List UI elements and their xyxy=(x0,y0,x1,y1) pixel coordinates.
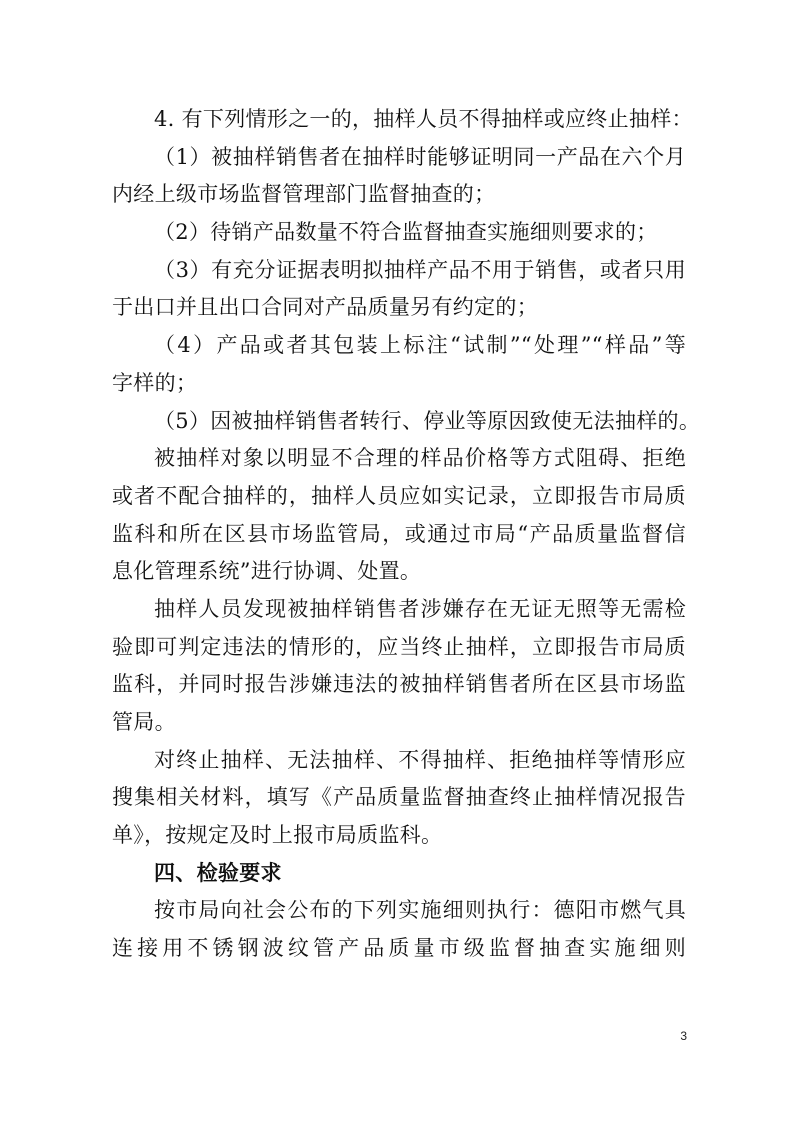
clause-4-item-4-line-2: 字样的； xyxy=(112,370,198,395)
clause-4-item-2: （2）待销产品数量不符合监督抽查实施细则要求的； xyxy=(154,220,658,245)
violation-paragraph-line-3: 监科，并同时报告涉嫌违法的被抽样销售者所在区县市场监 xyxy=(112,672,686,697)
report-paragraph-line-2: 搜集相关材料，填写《产品质量监督抽查终止抽样情况报告 xyxy=(112,785,686,810)
clause-4-item-1-line-2: 内经上级市场监督管理部门监督抽查的； xyxy=(112,182,496,207)
section-heading-inspection-requirements: 四、检验要求 xyxy=(154,860,282,885)
report-paragraph-line-1: 对终止抽样、无法抽样、不得抽样、拒绝抽样等情形应 xyxy=(154,747,686,772)
report-paragraph-line-3: 单》，按规定及时上报市局质监科。 xyxy=(112,823,443,848)
violation-paragraph-line-2: 验即可判定违法的情形的，应当终止抽样，立即报告市局质 xyxy=(112,634,686,659)
clause-4-item-3-line-2: 于出口并且出口合同对产品质量另有约定的； xyxy=(112,295,538,320)
obstruction-paragraph-line-4: 息化管理系统”进行协调、处置。 xyxy=(112,559,422,584)
clause-4-intro: 4. 有下列情形之一的，抽样人员不得抽样或应终止抽样： xyxy=(154,107,693,131)
clause-4-item-3-line-1: （3）有充分证据表明拟抽样产品不用于销售，或者只用 xyxy=(154,257,686,282)
clause-4-item-5: （5）因被抽样销售者转行、停业等原因致使无法抽样的。 xyxy=(154,408,701,433)
inspection-paragraph-line-2: 连接用不锈钢波纹管产品质量市级监督抽查实施细则 xyxy=(112,936,686,961)
violation-paragraph-line-4: 管局。 xyxy=(112,710,176,734)
obstruction-paragraph-line-1: 被抽样对象以明显不合理的样品价格等方式阻碍、拒绝 xyxy=(154,446,686,471)
obstruction-paragraph-line-2: 或者不配合抽样的，抽样人员应如实记录，立即报告市局质 xyxy=(112,483,686,508)
document-body xyxy=(112,101,701,968)
clause-4-item-1-line-1: （1）被抽样销售者在抽样时能够证明同一产品在六个月 xyxy=(154,144,686,169)
inspection-paragraph-line-1: 按市局向社会公布的下列实施细则执行：德阳市燃气具 xyxy=(154,898,686,923)
obstruction-paragraph-line-3: 监科和所在区县市场监管局，或通过市局“产品质量监督信 xyxy=(112,521,686,546)
violation-paragraph-line-1: 抽样人员发现被抽样销售者涉嫌存在无证无照等无需检 xyxy=(154,596,686,621)
page-number: 3 xyxy=(680,1029,687,1043)
clause-4-item-4-line-1: （4）产品或者其包装上标注“试制”“处理”“样品”等 xyxy=(154,333,686,358)
